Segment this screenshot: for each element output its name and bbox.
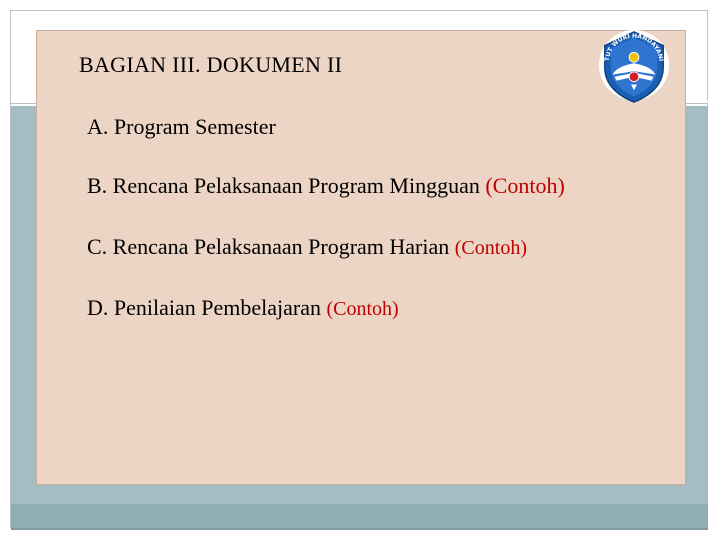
footer-bar bbox=[11, 504, 708, 528]
example-tag: (Contoh) bbox=[326, 298, 399, 320]
tut-wuri-handayani-emblem-icon bbox=[595, 28, 673, 104]
item-text: A. Program Semester bbox=[87, 114, 276, 139]
item-text: C. Rencana Pelaksanaan Program Harian bbox=[87, 234, 455, 259]
example-tag: (Contoh) bbox=[454, 237, 527, 259]
list-item-rencana-harian bbox=[87, 234, 527, 260]
slide-title: BAGIAN III. DOKUMEN II bbox=[79, 52, 343, 77]
item-text: D. Penilaian Pembelajaran bbox=[87, 295, 327, 320]
list-item-penilaian bbox=[87, 295, 399, 321]
list-item-program-semester bbox=[87, 114, 276, 140]
example-tag: (Contoh) bbox=[485, 173, 565, 198]
svg-text:TUT WURI HANDAYANI: TUT WURI HANDAYANI bbox=[603, 32, 665, 62]
footer-line bbox=[11, 528, 708, 530]
item-text: B. Rencana Pelaksanaan Program Mingguan bbox=[87, 173, 486, 198]
list-item-rencana-mingguan bbox=[87, 173, 565, 199]
